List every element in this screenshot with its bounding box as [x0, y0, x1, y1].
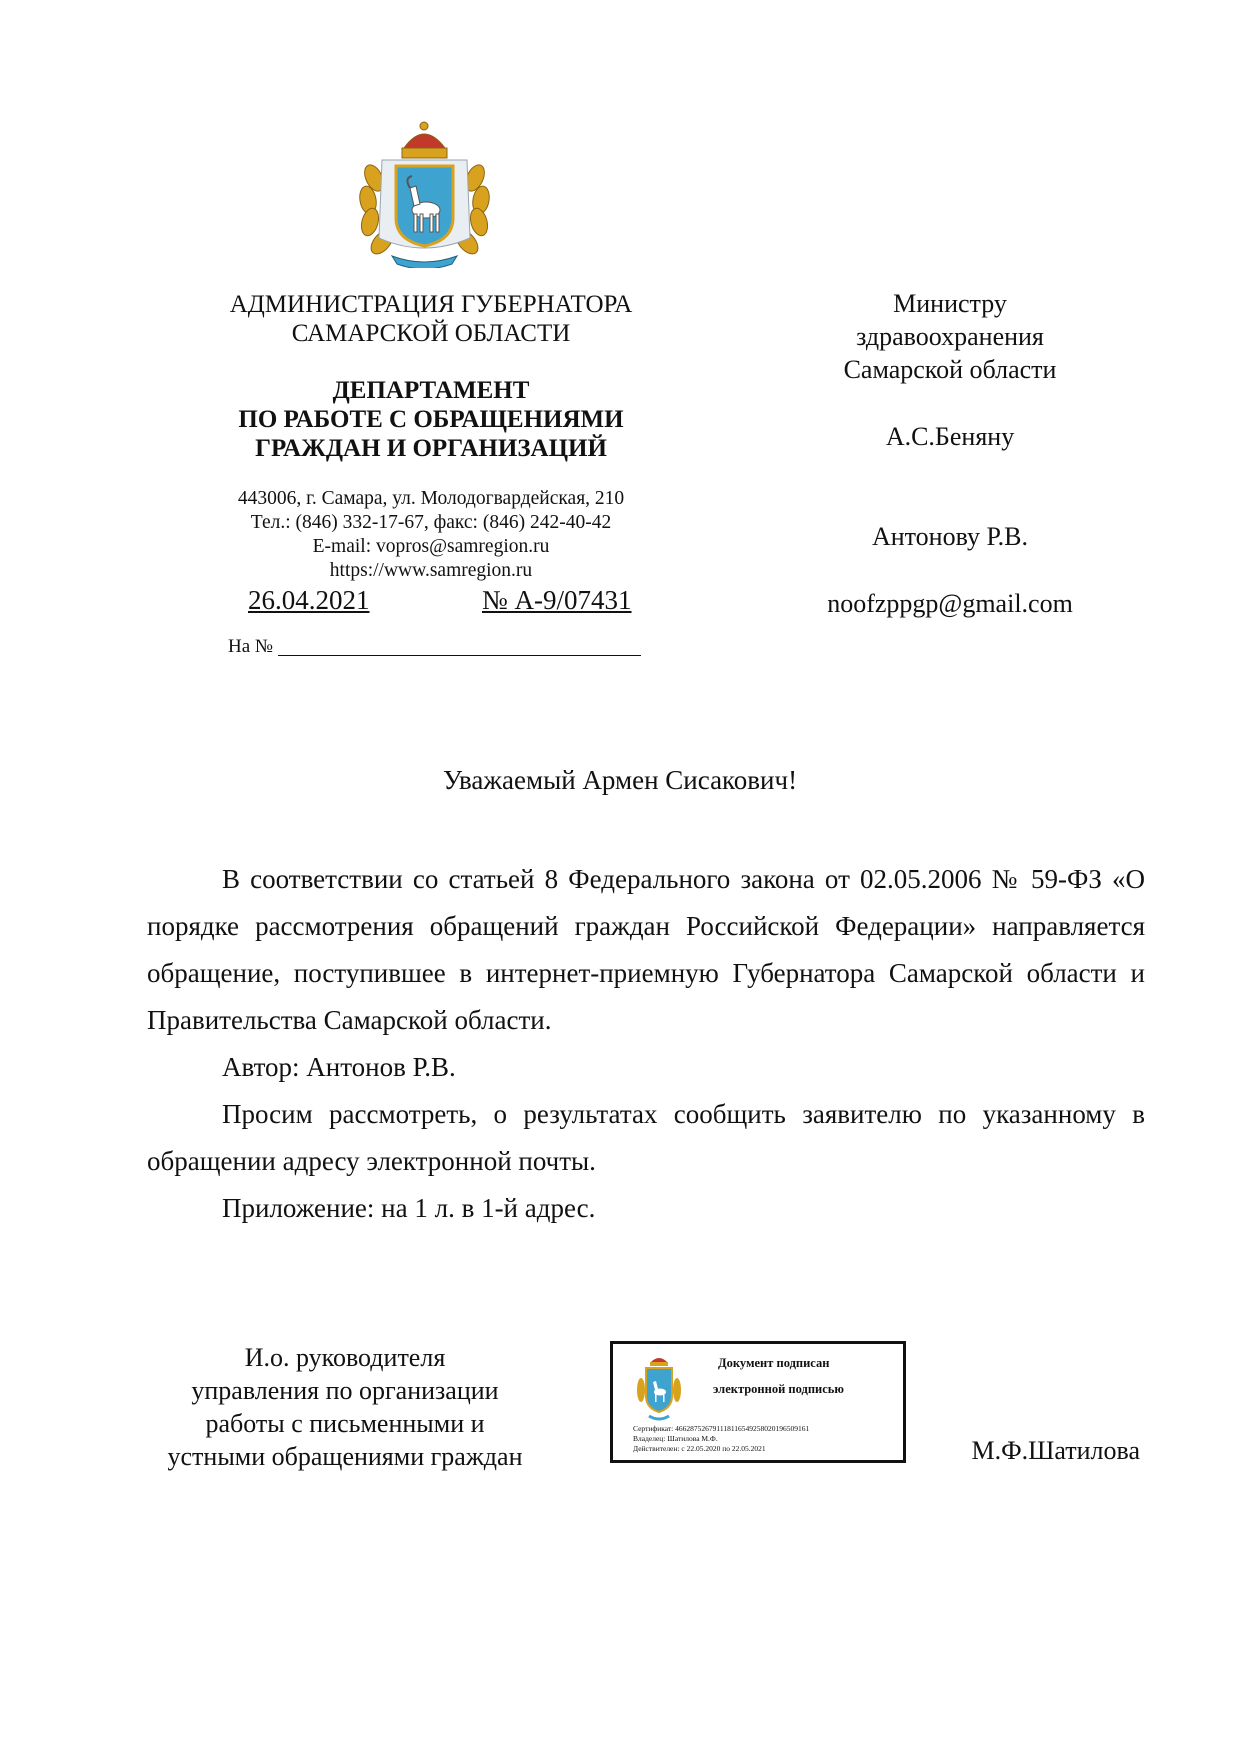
- stamp-validity: Действителен: с 22.05.2020 по 22.05.2021: [633, 1444, 766, 1453]
- signer-position-line3: работы с письменными и: [205, 1409, 485, 1438]
- phone-fax: Тел.: (846) 332-17-67, факс: (846) 242-40-42: [250, 512, 612, 533]
- recipient-line1: Министру: [893, 289, 1007, 318]
- stamp-title-line1: Документ подписан: [718, 1356, 830, 1370]
- copy-recipient: Антонову Р.В.: [871, 522, 1029, 551]
- org-email: E-mail: vopros@samregion.ru: [312, 536, 550, 557]
- paragraph-attachment: Приложение: на 1 л. в 1-й адрес.: [222, 1193, 596, 1223]
- letter-date: 26.04.2021: [248, 585, 370, 615]
- dept-name-line3: ГРАЖДАН И ОРГАНИЗАЦИЙ: [255, 435, 607, 462]
- coat-of-arms-icon: [352, 118, 497, 268]
- dept-name-line2: ПО РАБОТЕ С ОБРАЩЕНИЯМИ: [238, 406, 624, 433]
- org-name-line2: САМАРСКОЙ ОБЛАСТИ: [291, 320, 571, 347]
- recipient-email: noofzppgp@gmail.com: [827, 589, 1073, 618]
- recipient-name: А.С.Беняну: [885, 422, 1015, 451]
- postal-address: 443006, г. Самара, ул. Молодогвардейская, 210: [237, 488, 625, 509]
- stamp-emblem-icon: [633, 1356, 685, 1422]
- paragraph-main: В соответствии со статьей 8 Федерального закона от 02.05.2006 № 59-ФЗ «О порядке рассмотрения обращений граждан Российской Федерации» направляется обращение, поступившее в интернет-приемную Губернатора Самарской области и Правительства Самарской области.: [147, 864, 1145, 1035]
- reference-blank-line: [278, 655, 641, 656]
- signer-position-line2: управления по организации: [191, 1376, 499, 1405]
- letter-number: № А-9/07431: [482, 585, 632, 615]
- stamp-title-line2: электронной подписью: [713, 1382, 844, 1396]
- signer-position-line1: И.о. руководителя: [244, 1343, 446, 1372]
- reference-label: На №: [228, 636, 274, 657]
- recipient-line2: здравоохранения: [856, 322, 1044, 351]
- recipient-line3: Самарской области: [843, 355, 1057, 384]
- letter-body: [147, 856, 1145, 1232]
- dept-name-line1: ДЕПАРТАМЕНТ: [332, 377, 530, 404]
- signer-name: М.Ф.Шатилова: [971, 1436, 1140, 1465]
- org-name-line1: АДМИНИСТРАЦИЯ ГУБЕРНАТОРА: [229, 291, 633, 318]
- electronic-signature-stamp: [610, 1341, 906, 1463]
- org-website: https://www.samregion.ru: [329, 560, 533, 581]
- paragraph-author: Автор: Антонов Р.В.: [222, 1052, 456, 1082]
- greeting: Уважаемый Армен Сисакович!: [442, 765, 798, 795]
- signer-position-line4: устными обращениями граждан: [167, 1442, 523, 1471]
- stamp-owner: Владелец: Шатилова М.Ф.: [633, 1434, 718, 1443]
- paragraph-request: Просим рассмотреть, о результатах сообщить заявителю по указанному в обращении адресу электронной почты.: [147, 1099, 1145, 1176]
- stamp-certificate: Сертификат: 466287526791118116549258020196509161: [633, 1424, 810, 1433]
